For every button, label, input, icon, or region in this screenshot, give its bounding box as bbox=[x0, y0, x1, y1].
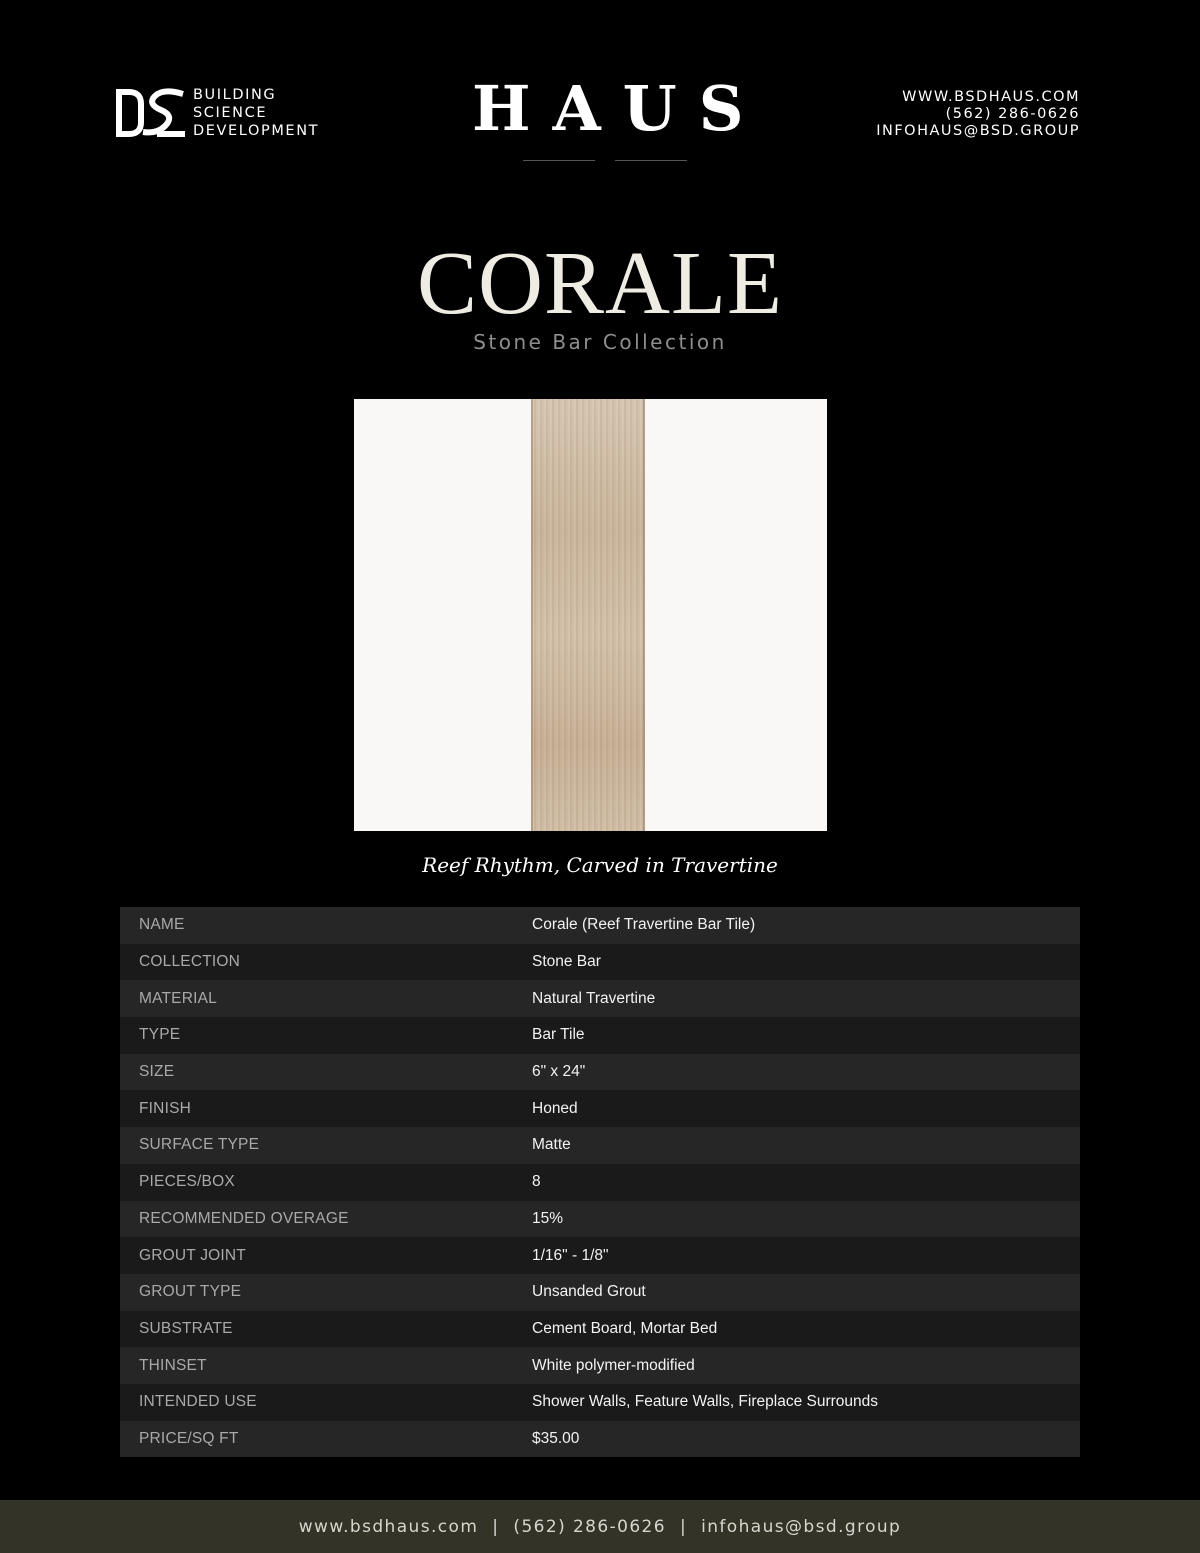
footer-email-link[interactable]: infohaus@bsd.group bbox=[701, 1516, 902, 1537]
haus-wordmark: HAUS bbox=[472, 72, 766, 145]
haus-underline-right bbox=[615, 160, 687, 161]
spec-table bbox=[120, 907, 1080, 1457]
spec-value: $35.00 bbox=[532, 1429, 580, 1447]
spec-value: Honed bbox=[532, 1099, 578, 1117]
spec-label: RECOMMENDED OVERAGE bbox=[139, 1209, 349, 1227]
spec-value: 1/16" - 1/8" bbox=[532, 1246, 609, 1264]
spec-row bbox=[120, 1237, 1080, 1274]
bsd-word-line: SCIENCE bbox=[193, 105, 268, 121]
spec-value: Cement Board, Mortar Bed bbox=[532, 1319, 718, 1337]
spec-label: GROUT JOINT bbox=[139, 1246, 246, 1264]
spec-value: Shower Walls, Feature Walls, Fireplace Surrounds bbox=[532, 1393, 879, 1411]
haus-logo bbox=[450, 72, 766, 167]
spec-label: INTENDED USE bbox=[139, 1393, 257, 1411]
header-contact bbox=[876, 89, 1080, 140]
bsd-wordmark bbox=[193, 86, 319, 140]
spec-row bbox=[120, 1054, 1080, 1091]
spec-value: 15% bbox=[532, 1209, 564, 1227]
spec-label: PRICE/SQ FT bbox=[139, 1429, 239, 1447]
spec-value: Bar Tile bbox=[532, 1026, 585, 1044]
page-footer bbox=[0, 1500, 1200, 1553]
spec-label: SIZE bbox=[139, 1063, 175, 1081]
page-header bbox=[0, 0, 1200, 200]
spec-row bbox=[120, 980, 1080, 1017]
spec-value: 6" x 24" bbox=[532, 1063, 586, 1081]
spec-label: NAME bbox=[139, 916, 185, 934]
spec-row bbox=[120, 1201, 1080, 1238]
spec-label: COLLECTION bbox=[139, 953, 241, 971]
spec-label: THINSET bbox=[139, 1356, 207, 1374]
travertine-bar-tile bbox=[531, 399, 645, 831]
footer-separator: | bbox=[492, 1516, 500, 1537]
bsd-word-line: BUILDING bbox=[193, 87, 277, 103]
product-subtitle: Stone Bar Collection bbox=[473, 330, 727, 354]
spec-label: SURFACE TYPE bbox=[139, 1136, 260, 1154]
spec-value: Matte bbox=[532, 1136, 571, 1154]
product-image bbox=[354, 399, 827, 831]
spec-row bbox=[120, 907, 1080, 944]
haus-underline-left bbox=[523, 160, 595, 161]
spec-row bbox=[120, 1274, 1080, 1311]
bar-edge bbox=[531, 399, 533, 831]
spec-row bbox=[120, 1164, 1080, 1201]
spec-row bbox=[120, 1384, 1080, 1421]
header-email-link[interactable]: INFOHAUS@BSD.GROUP bbox=[876, 123, 1080, 139]
spec-label: MATERIAL bbox=[139, 989, 217, 1007]
spec-row bbox=[120, 1421, 1080, 1458]
bsd-logo bbox=[113, 86, 319, 140]
bsd-monogram-logo-icon bbox=[113, 86, 189, 140]
spec-row bbox=[120, 1017, 1080, 1054]
spec-label: PIECES/BOX bbox=[139, 1173, 235, 1191]
footer-website-link[interactable]: www.bsdhaus.com bbox=[298, 1516, 479, 1537]
bsd-word-line: DEVELOPMENT bbox=[193, 123, 320, 139]
product-caption: Reef Rhythm, Carved in Travertine bbox=[422, 853, 778, 877]
spec-row bbox=[120, 1311, 1080, 1348]
footer-phone[interactable]: (562) 286-0626 bbox=[513, 1516, 666, 1537]
header-website-link[interactable]: WWW.BSDHAUS.COM bbox=[902, 89, 1080, 105]
bar-edge bbox=[643, 399, 645, 831]
spec-value: Stone Bar bbox=[532, 953, 601, 971]
spec-row bbox=[120, 1090, 1080, 1127]
spec-value: 8 bbox=[532, 1173, 541, 1191]
spec-row bbox=[120, 944, 1080, 981]
spec-value: Unsanded Grout bbox=[532, 1283, 646, 1301]
spec-label: TYPE bbox=[139, 1026, 181, 1044]
spec-value: White polymer-modified bbox=[532, 1356, 695, 1374]
spec-label: FINISH bbox=[139, 1099, 192, 1117]
spec-row bbox=[120, 1347, 1080, 1384]
header-phone[interactable]: (562) 286-0626 bbox=[945, 106, 1080, 122]
spec-value: Natural Travertine bbox=[532, 989, 656, 1007]
footer-separator: | bbox=[679, 1516, 688, 1537]
product-title: CORALE bbox=[417, 234, 783, 333]
spec-row bbox=[120, 1127, 1080, 1164]
spec-label: GROUT TYPE bbox=[139, 1283, 242, 1301]
spec-value: Corale (Reef Travertine Bar Tile) bbox=[532, 916, 756, 934]
spec-label: SUBSTRATE bbox=[139, 1319, 233, 1337]
